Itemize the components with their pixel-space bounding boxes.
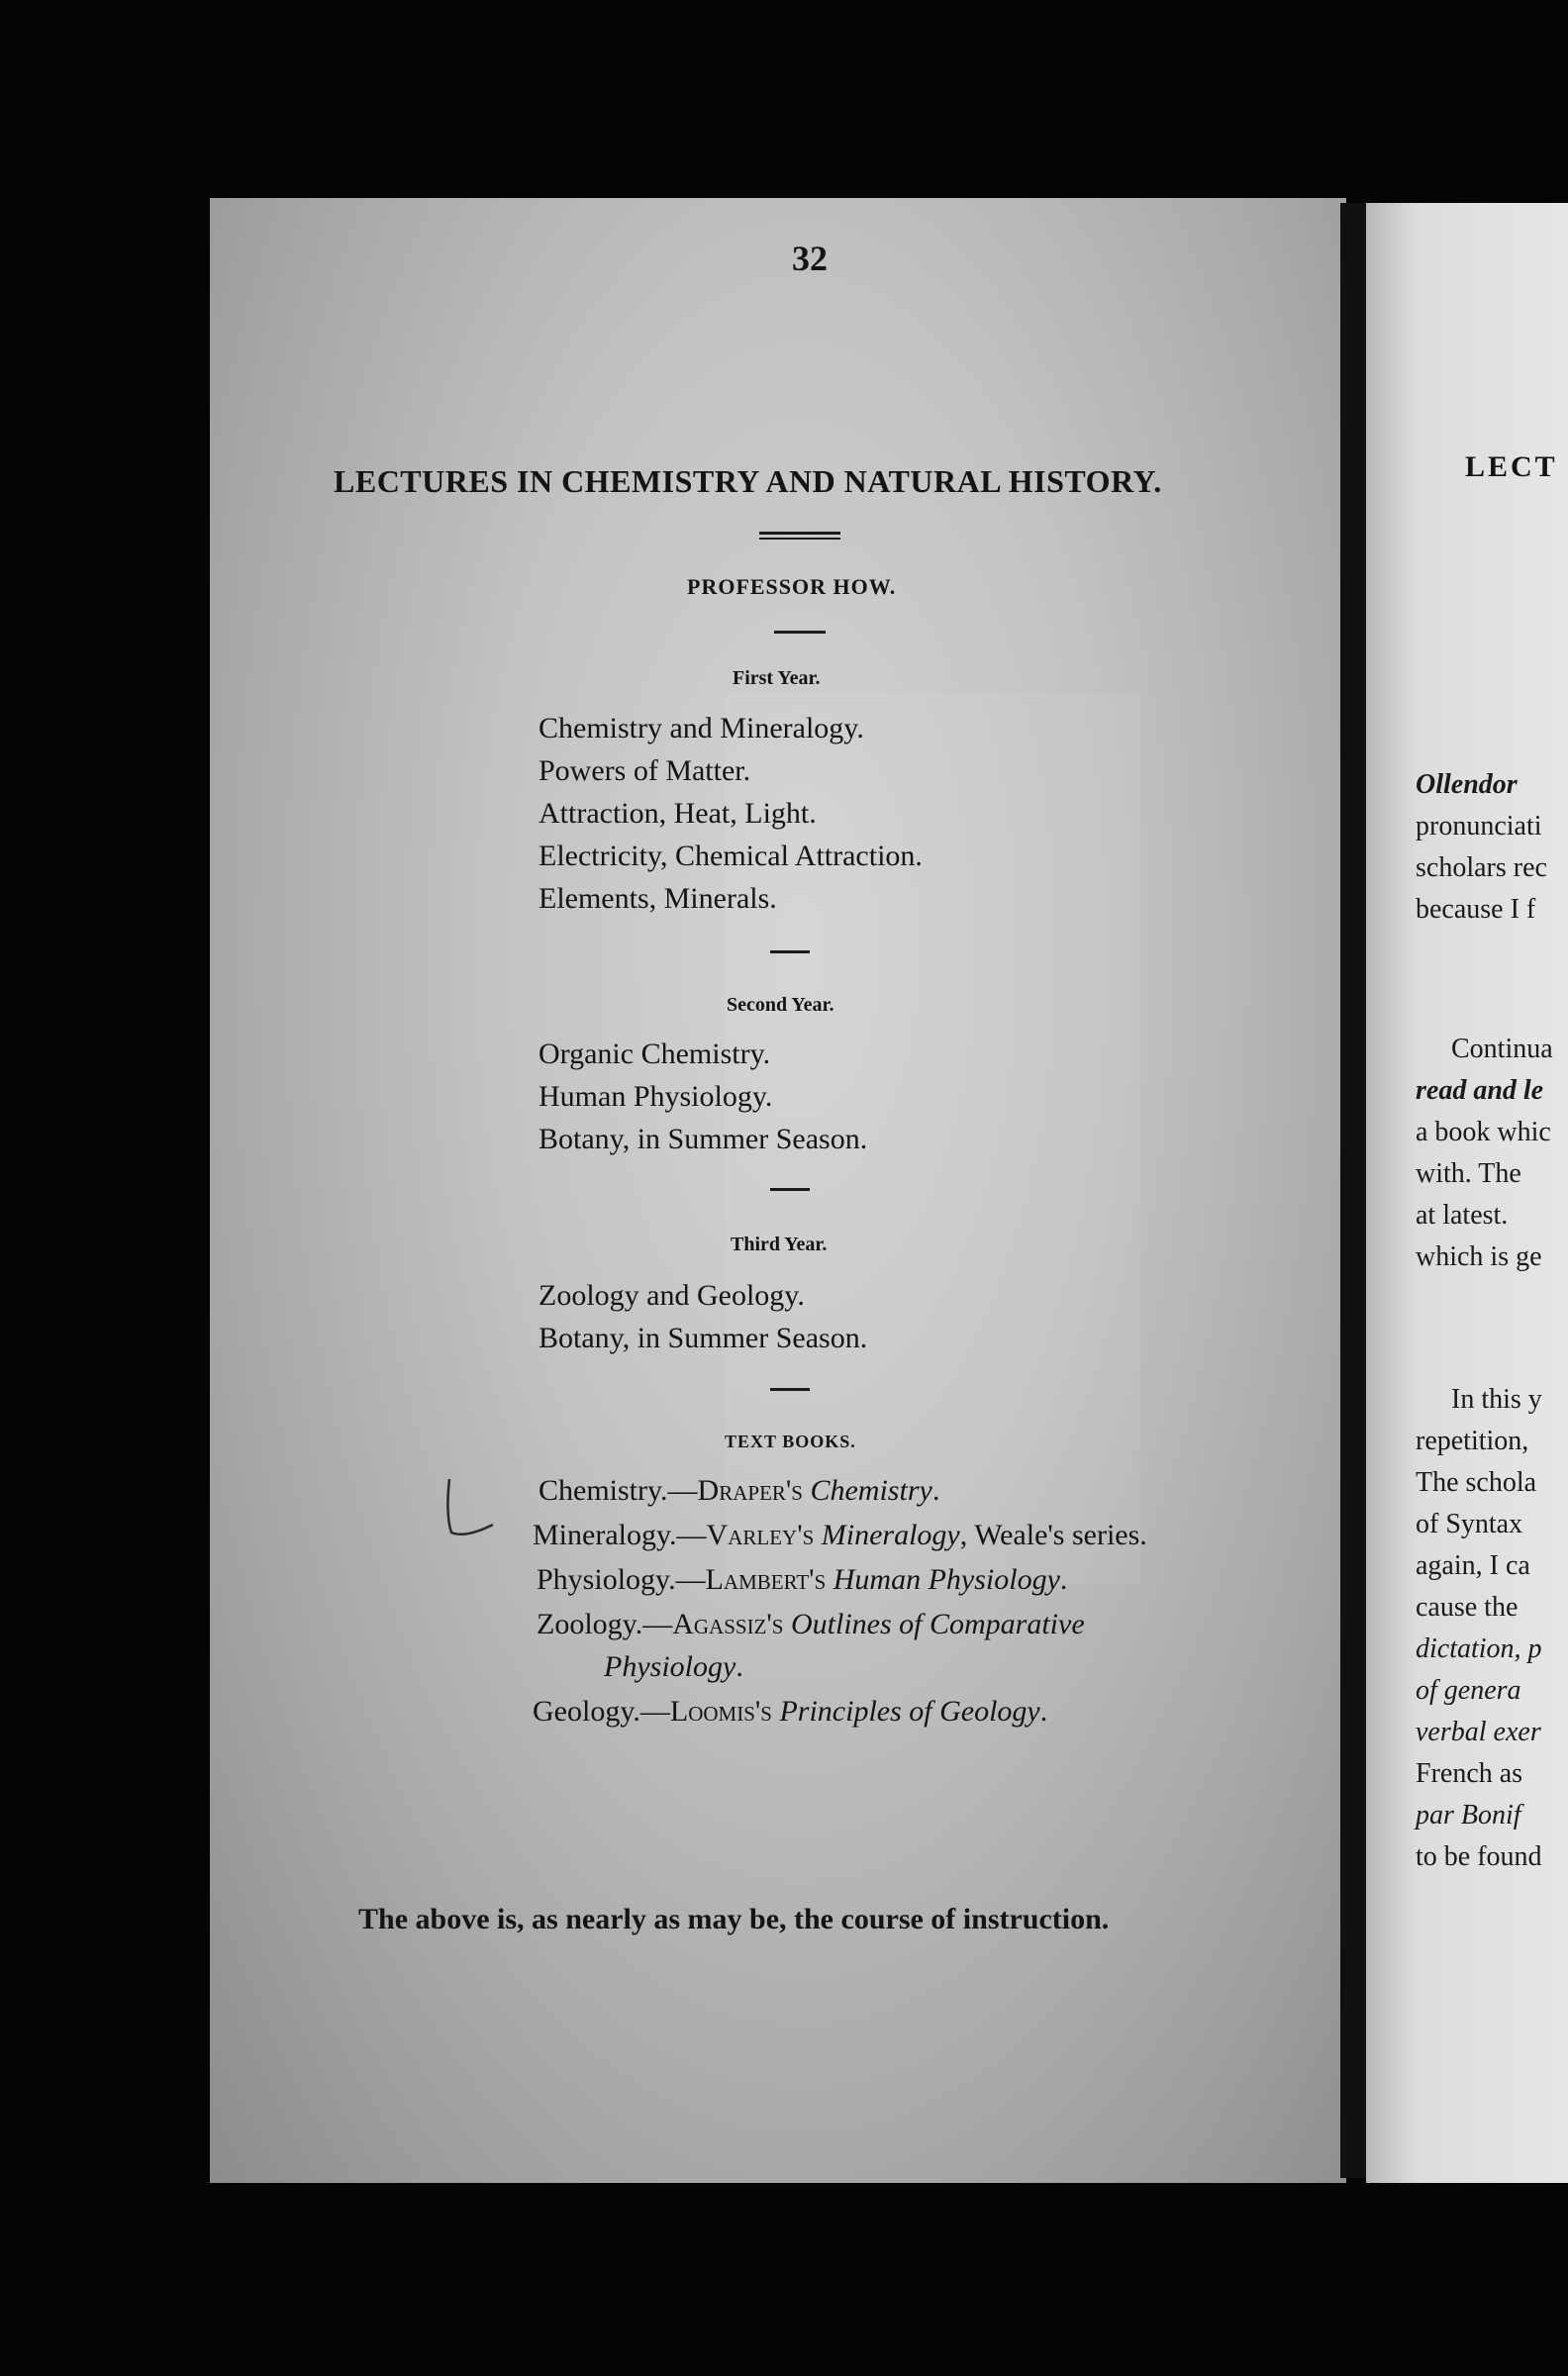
right-page-line: at latest.	[1416, 1200, 1509, 1231]
title-divider-thin	[759, 538, 840, 540]
right-page-line: par Bonif	[1416, 1800, 1521, 1831]
right-page-line: pronunciati	[1416, 811, 1542, 842]
first-year-item: Attraction, Heat, Light.	[539, 797, 817, 830]
section-heading-first-year: First Year.	[733, 667, 821, 689]
section-divider	[770, 1188, 810, 1191]
pencil-mark-icon	[438, 1475, 517, 1554]
right-page-line: scholars rec	[1416, 852, 1547, 883]
text-book-entry: Physiology.—Lambert's Human Physiology.	[537, 1563, 1068, 1596]
text-book-entry: Zoology.—Agassiz's Outlines of Comparative	[537, 1608, 1085, 1640]
page-title: LECTURES IN CHEMISTRY AND NATURAL HISTORY.	[334, 463, 1162, 499]
professor-name: PROFESSOR HOW.	[687, 574, 897, 599]
text-book-entry: Mineralogy.—Varley's Mineralogy, Weale's series.	[533, 1519, 1147, 1551]
right-page-line: cause the	[1416, 1592, 1519, 1623]
right-page-title: LECT	[1465, 450, 1558, 483]
right-page-line: verbal exer	[1416, 1717, 1541, 1747]
right-page-line: The schola	[1416, 1467, 1537, 1498]
right-page-line: because I f	[1416, 894, 1536, 925]
right-page-line: dictation, p	[1416, 1634, 1542, 1664]
text-book-entry-continuation: Physiology.	[604, 1650, 743, 1683]
right-page-line: Ollendor	[1416, 769, 1518, 800]
title-divider	[759, 532, 840, 535]
right-page-line: of Syntax	[1416, 1509, 1523, 1539]
text-book-entry: Geology.—Loomis's Principles of Geology.	[533, 1695, 1048, 1728]
second-year-item: Human Physiology.	[539, 1080, 773, 1113]
page-footer-note: The above is, as nearly as may be, the course of instruction.	[358, 1903, 1110, 1935]
professor-divider	[774, 631, 826, 634]
right-page-line: French as	[1416, 1758, 1523, 1789]
left-page	[210, 198, 1346, 2183]
right-page-line: repetition,	[1416, 1426, 1529, 1456]
section-divider	[770, 1388, 810, 1391]
text-books-heading: TEXT BOOKS.	[725, 1432, 856, 1451]
section-divider	[770, 950, 810, 953]
right-page-line: In this y	[1451, 1384, 1542, 1415]
right-page-line: a book whic	[1416, 1117, 1551, 1147]
right-page-line: again, I ca	[1416, 1550, 1530, 1581]
first-year-item: Chemistry and Mineralogy.	[539, 712, 864, 744]
page-number: 32	[792, 239, 828, 278]
right-page-line: which is ge	[1416, 1241, 1542, 1272]
right-page-line: Continua	[1451, 1034, 1553, 1064]
third-year-item: Botany, in Summer Season.	[539, 1322, 868, 1354]
second-year-item: Organic Chemistry.	[539, 1038, 771, 1070]
text-book-entry: Chemistry.—Draper's Chemistry.	[539, 1474, 940, 1507]
first-year-item: Electricity, Chemical Attraction.	[539, 840, 923, 872]
section-heading-third-year: Third Year.	[731, 1234, 828, 1255]
first-year-item: Elements, Minerals.	[539, 882, 777, 915]
right-page-line: to be found	[1416, 1841, 1542, 1872]
right-page-line: of genera	[1416, 1675, 1521, 1706]
right-page-line: read and le	[1416, 1075, 1544, 1106]
book-spine	[1340, 203, 1366, 2178]
first-year-item: Powers of Matter.	[539, 754, 751, 787]
right-page-line: with. The	[1416, 1158, 1521, 1189]
third-year-item: Zoology and Geology.	[539, 1279, 805, 1312]
second-year-item: Botany, in Summer Season.	[539, 1123, 868, 1155]
right-page	[1366, 203, 1568, 2183]
section-heading-second-year: Second Year.	[727, 994, 834, 1016]
